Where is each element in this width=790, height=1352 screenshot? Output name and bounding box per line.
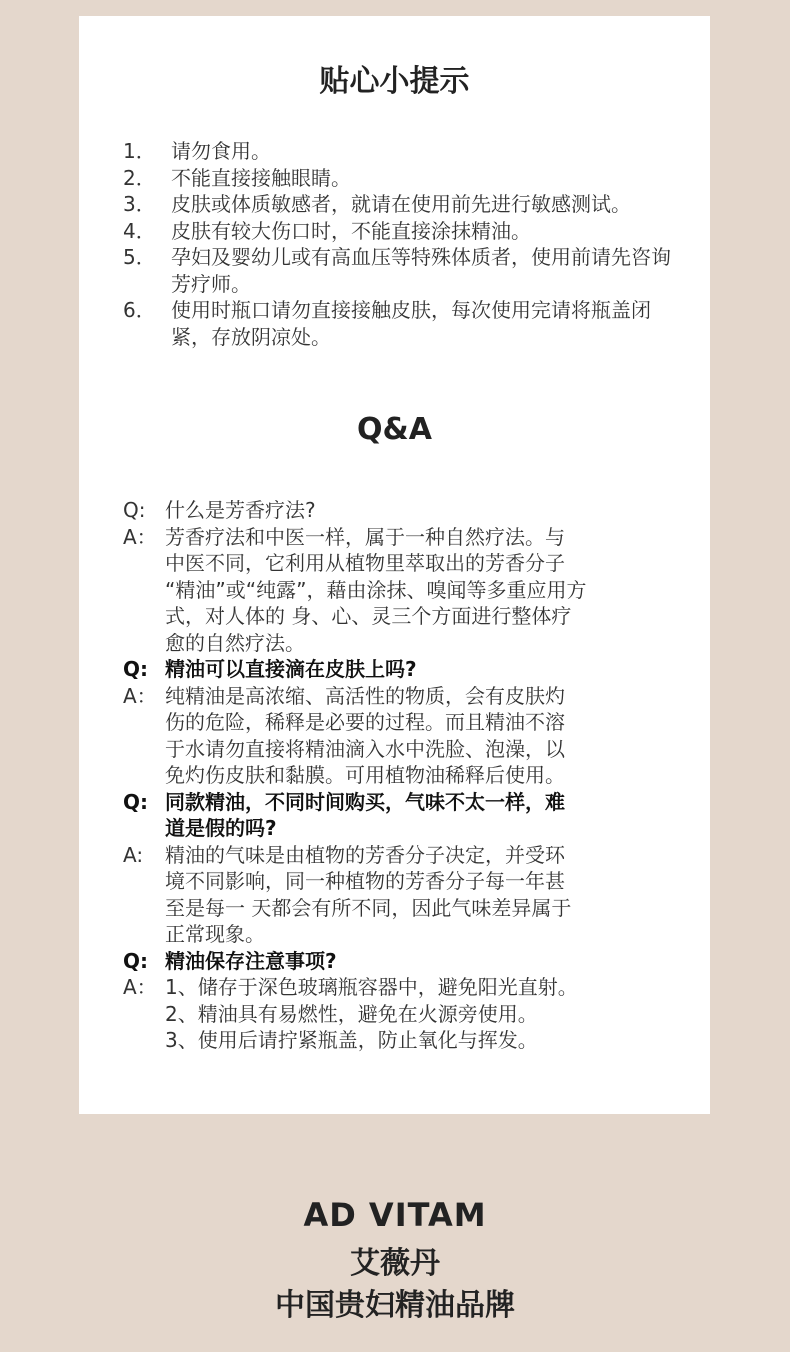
tip-item: [123, 191, 683, 218]
answer-row: [123, 524, 683, 657]
tip-text: [171, 138, 683, 165]
answer-text-line: 愈的自然疗法。: [165, 630, 305, 655]
answer-text-line: 正常现象。: [165, 922, 265, 946]
answer-text-line: 至是每一 天都会有所不同，因此气味差异属于: [165, 895, 572, 920]
question-text-line: 什么是芳香疗法?: [165, 498, 316, 522]
answer-text: [165, 683, 683, 789]
tips-list: [123, 138, 683, 350]
tip-number: 3．: [123, 192, 156, 216]
tip-text: [171, 165, 683, 192]
brand-english-name: AD VITAM: [303, 1196, 487, 1234]
question-text-line: 道是假的吗?: [165, 816, 277, 840]
qa-heading: Q&A: [357, 412, 432, 447]
answer-text-line: 伤的危险，稀释是必要的过程。而且精油不溶: [165, 710, 565, 734]
tip-text: [171, 244, 683, 297]
question-row: [123, 948, 683, 975]
answer-text-line: 1、储存于深色玻璃瓶容器中，避免阳光直射。: [165, 975, 578, 999]
tip-number: 4．: [123, 218, 156, 243]
question-text-line: 精油保存注意事项?: [165, 948, 337, 973]
answer-row: [123, 974, 683, 1054]
tip-text-line: 皮肤或体质敏感者，就请在使用前先进行敏感: [171, 192, 571, 216]
answer-row: [123, 683, 683, 789]
answer-text: [165, 524, 683, 657]
question-text-line: 精油可以直接滴在皮肤上吗?: [165, 657, 417, 681]
tip-text-line: 将瓶盖闭紧，存放阴凉处。: [171, 298, 651, 349]
tip-text-line: 使用时瓶口请勿直接接触皮肤，每次使用完请: [171, 298, 571, 322]
answer-text-line: 免灼伤皮肤和黏膜。可用植物油稀释后使用。: [165, 763, 565, 787]
question-text: [165, 656, 683, 683]
question-text-line: 同款精油，不同时间购买，气味不太一样，难: [165, 789, 565, 814]
tip-number: 1．: [123, 139, 156, 163]
tip-number: 2．: [123, 165, 156, 190]
question-row: [123, 789, 683, 842]
tip-text-line: 孕妇及婴幼儿或有高血压等特殊体质者，使用: [171, 245, 571, 269]
tip-number: 5．: [123, 245, 156, 269]
answer-row: [123, 842, 683, 948]
answer-text-line: 式，对人体的 身、心、灵三个方面进行整体疗: [165, 604, 572, 628]
question-row: [123, 497, 683, 524]
answer-text-line: 纯精油是高浓缩、高活性的物质，会有皮肤灼: [165, 683, 565, 708]
tip-text-line: 皮肤有较大伤口时，不能直接涂抹精油。: [171, 218, 531, 243]
tip-text: [171, 218, 683, 245]
answer-prefix: A：: [123, 524, 157, 549]
brand-chinese-name: 艾薇丹: [350, 1246, 440, 1281]
question-prefix: Q:: [123, 657, 148, 681]
answer-text-line: “精油”或“纯露”，藉由涂抹、嗅闻等多重应用方: [165, 577, 587, 602]
answer-prefix: A:: [123, 842, 144, 867]
question-text: [165, 789, 683, 842]
tip-number: 6．: [123, 298, 156, 322]
tip-item: [123, 297, 683, 350]
answer-text-line: 3、使用后请拧紧瓶盖，防止氧化与挥发。: [165, 1028, 538, 1052]
tip-text-line: 请勿食用。: [171, 139, 271, 163]
answer-text: [165, 842, 683, 948]
brand-slogan: 中国贵妇精油品牌: [275, 1288, 515, 1323]
tip-item: [123, 218, 683, 245]
answer-prefix: A：: [123, 975, 157, 999]
question-text: [165, 948, 683, 975]
answer-text-line: 精油的气味是由植物的芳香分子决定，并受环: [165, 842, 565, 867]
answer-text-line: 中医不同，它利用从植物里萃取出的芳香分子: [165, 551, 565, 575]
qa-list: [123, 497, 683, 1054]
answer-text-line: 芳香疗法和中医一样，属于一种自然疗法。与: [165, 524, 565, 549]
question-prefix: Q:: [123, 789, 148, 814]
info-card: [79, 16, 710, 1114]
question-text: [165, 497, 683, 524]
tip-item: [123, 244, 683, 297]
tip-text-line: 测试。: [571, 192, 631, 216]
tip-text: [171, 297, 683, 350]
tip-text: [171, 191, 683, 218]
answer-text-line: 于水请勿直接将精油滴入水中洗脸、泡澡，以: [165, 736, 565, 761]
question-row: [123, 656, 683, 683]
answer-text-line: 境不同影响，同一种植物的芳香分子每一年甚: [165, 869, 565, 893]
question-prefix: Q:: [123, 498, 146, 522]
tip-text-line: 前请先咨询芳疗师。: [171, 245, 671, 296]
tips-heading: 贴心小提示: [319, 64, 470, 99]
tip-item: [123, 138, 683, 165]
answer-text: [165, 974, 683, 1054]
tip-item: [123, 165, 683, 192]
answer-text-line: 2、精油具有易燃性，避免在火源旁使用。: [165, 1001, 538, 1026]
question-prefix: Q:: [123, 948, 148, 973]
tip-text-line: 不能直接接触眼睛。: [171, 165, 351, 190]
answer-prefix: A：: [123, 683, 157, 708]
